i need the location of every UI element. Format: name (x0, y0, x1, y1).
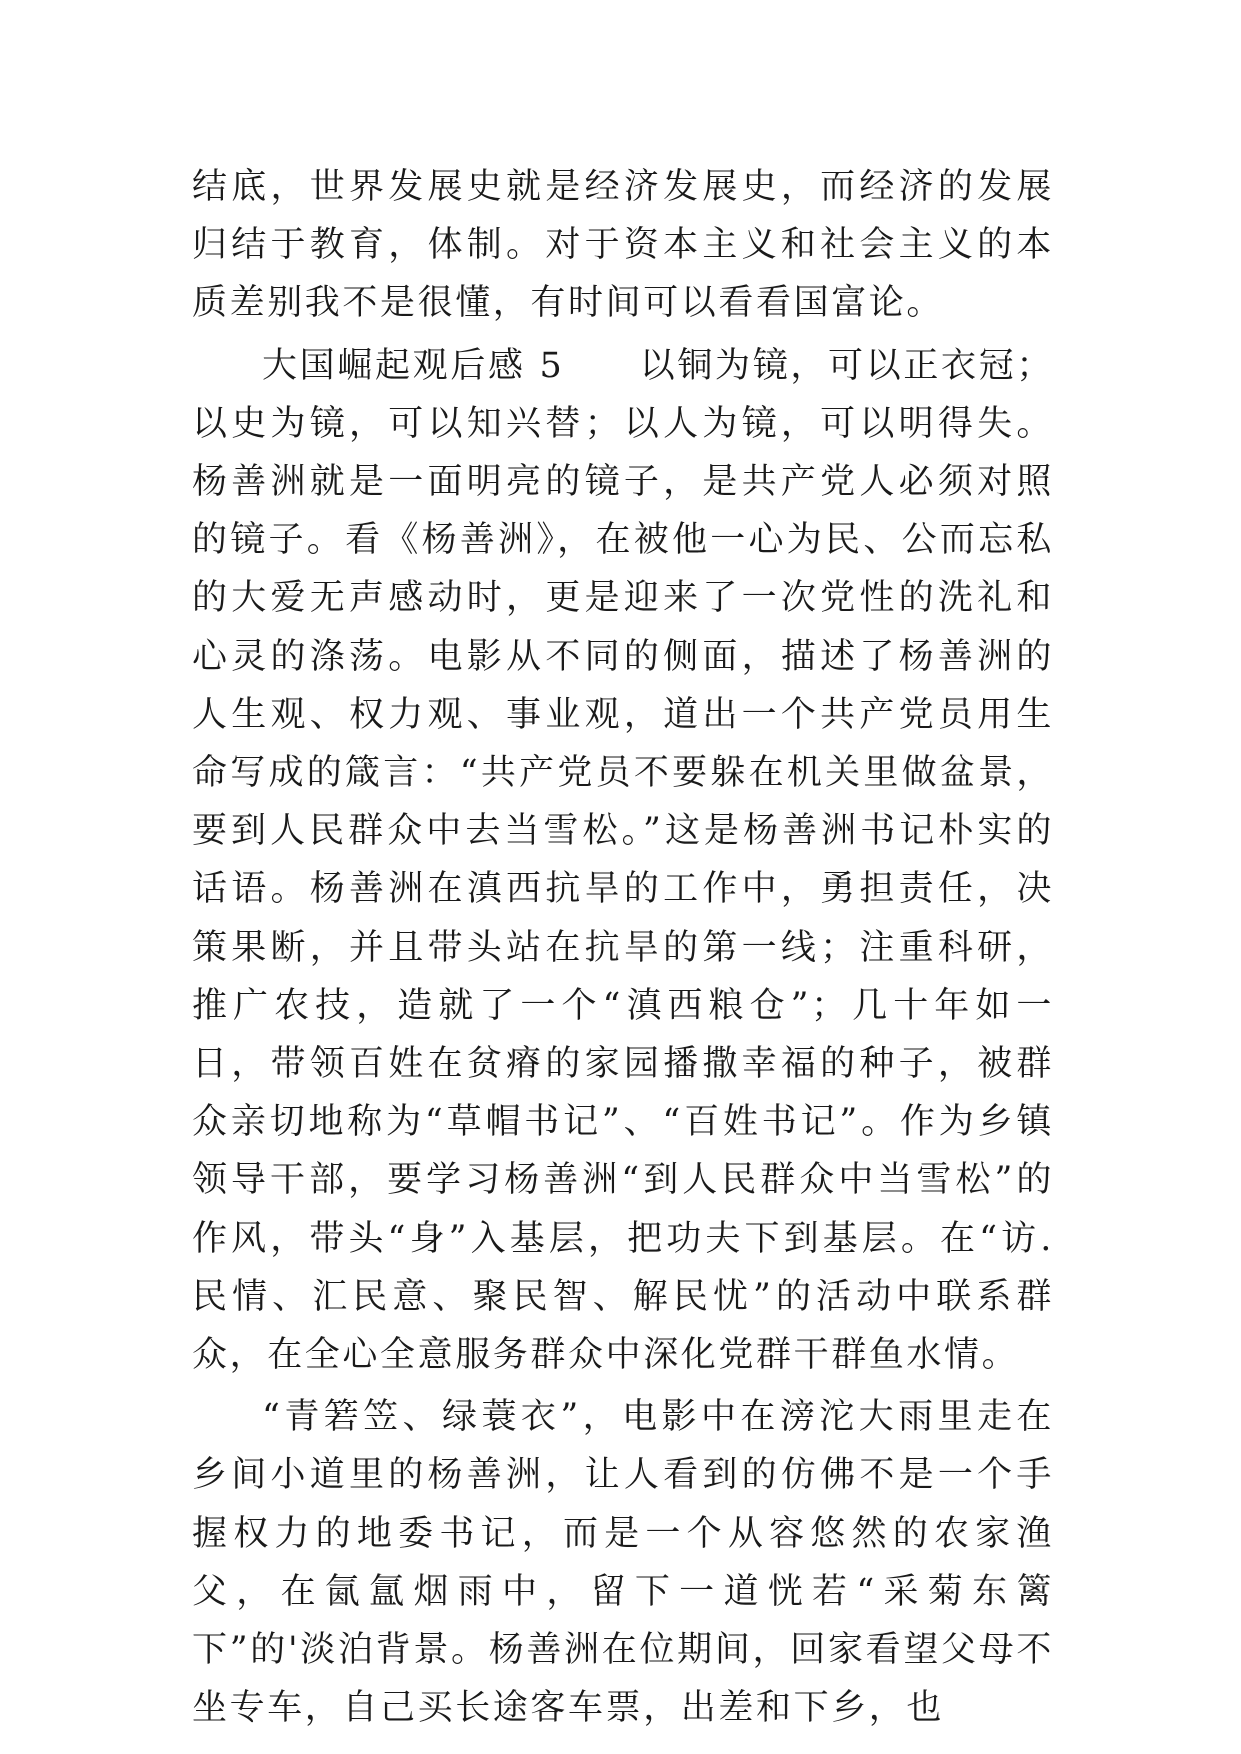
paragraph-essay-5: 大国崛起观后感 5 以铜为镜，可以正衣冠；以史为镜，可以知兴替；以人为镜，可以明得失。杨善洲就是一面明亮的镜子，是共产党人必须对照的镜子。看《杨善洲》，在被他一心为民、公而忘私的大爱无声感动时，更是迎来了一次党性的洗礼和心灵的涤荡。电影从不同的侧面，描述了杨善洲的人生观、权力观、事业观，道出一个共产党员用生命写成的箴言：“共产党员不要躲在机关里做盆景，要到人民群众中去当雪松。”这是杨善洲书记朴实的话语。杨善洲在滇西抗旱的工作中，勇担责任，决策果断，并且带头站在抗旱的第一线；注重科研，推广农技，造就了一个“滇西粮仓”；几十年如一日，带领百姓在贫瘠的家园播撒幸福的种子，被群众亲切地称为“草帽书记”、“百姓书记”。作为乡镇领导干部，要学习杨善洲“到人民群众中当雪松”的作风，带头“身”入基层，把功夫下到基层。在“访.民情、汇民意、聚民智、解民忧”的活动中联系群众，在全心全意服务群众中深化党群干群鱼水情。 (192, 345, 1054, 1376)
paragraph-continuation: 结底，世界发展史就是经济发展史，而经济的发展归结于教育，体制。对于资本主义和社会主义的本质差别我不是很懂，有时间可以看看国富论。 (192, 167, 1054, 324)
document-body (192, 158, 1054, 1737)
paragraph-movie-scene: “青箬笠、绿蓑衣”，电影中在滂沱大雨里走在乡间小道里的杨善洲，让人看到的仿佛不是一个手握权力的地委书记，而是一个从容悠然的农家渔父，在氤氲烟雨中，留下一道恍若“采菊东篱下”的'淡泊背景。杨善洲在位期间，回家看望父母不坐专车，自己买长途客车票，出差和下乡，也 (192, 1397, 1054, 1729)
